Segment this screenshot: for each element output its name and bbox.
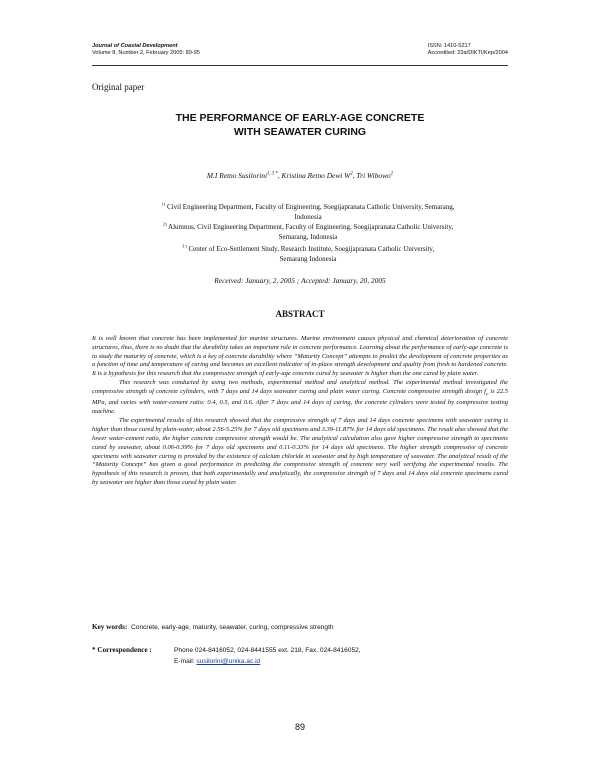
abstract-heading: ABSTRACT (275, 309, 325, 319)
affiliation-1 (118, 202, 498, 222)
paper-type-label: Original paper (92, 82, 145, 92)
title-line-1: THE PERFORMANCE OF EARLY-AGE CONCRETE (175, 112, 425, 124)
journal-header (92, 43, 200, 57)
keywords: Key words: Concrete, early-age, maturity, seawater, curing, compressive strength (92, 623, 334, 631)
author-3: Tri Wibowo (356, 171, 391, 180)
author-list (92, 171, 508, 180)
author-2: Kristina Retno Dewi W (281, 171, 351, 180)
issn: ISSN: 1410-5217 (427, 43, 471, 49)
keywords-text: Concrete, early-age, maturity, seawater, curing, compressive strength (131, 624, 334, 631)
author-1: M.I Retno Susilorini (206, 171, 268, 180)
author-separator: , (352, 171, 357, 180)
abstract-paragraph-1: It is well known that concrete has been implemented for marine structures. Marine environment causes physical and chemical deterioration of concrete structures, thus, there is no doubt that the durability takes an important role in concrete performance. Learning about the performance of early-age concrete is to study the maturity of concrete, which is a key of concrete durability where “Maturity Concept” attempts to predict the development of concrete properties as a function of time and temperature of curing and becomes an excellent indicator of in-place strength development and quality from fresh to hardened concrete. It is a hypothesis for this research that the compressive strength of early-age concrete cured by seawater is higher than the one cured by plain water. (92, 335, 508, 378)
abstract-body (92, 335, 508, 488)
keywords-label: Key words (92, 623, 125, 631)
page-number: 89 (294, 722, 305, 732)
author-3-affil: 2 (390, 171, 394, 177)
received-accepted-dates: Received: January, 2, 2005 ; Accepted: January, 20, 2005 (214, 276, 386, 285)
header-divider (92, 65, 508, 66)
affiliation-number: 3 ) (181, 243, 187, 249)
abstract-text: This research was conducted by using two methods, experimental method and analytical method. The experimental method investigated the compressive strength of concrete cylinders, with 7 days and 14 days seawater curing and plain water curing. Concrete compressive strength design f (92, 379, 508, 396)
abstract-paragraph-3: The experimental results of this research showed that the compressive strength of 7 days and 14 days concrete specimens with seawater curing is higher than those cured by plain-water, about 2.56-5.25% for 7 days old specimens and 3.39-11.87% for 14 days old specimens. The result also showed that the lower water-cement ratio, the higher concrete compressive strength would be. The analytical calculation also gave higher compressive strength to specimens cured by seawater, about 0.06-0.39% for 7 days old specimens and 0.11-0.33% for 14 days old specimens. The higher strength compressive of concrete specimens with seawater curing is provided by the existence of calcium chloride in seawater and by high temperature of seawater. The analytical result of the “Maturity Concept” has given a good performance in predicting the compressive strength of concrete very well verifying the experimental results. The hypothesis of this research is proven, that both experimentally and analytically, the compressive strength of 7 days and 14 days old concrete specimens cured by seawater are higher than those cured by plain water. (92, 417, 508, 487)
subscript-c: c (485, 391, 489, 398)
accreditation: Accredited: 23a/DIKTI/Kep/2004 (427, 50, 508, 56)
author-separator: , (277, 171, 282, 180)
title-line-2: WITH SEAWATER CURING (233, 126, 367, 138)
email-label: E-mail: (174, 658, 197, 665)
journal-volume: Volume 8, Number 2, February 2005: 89-95 (92, 50, 200, 56)
correspondence-label: * Correspondence : (92, 646, 152, 654)
affiliation-number: 2) (162, 221, 167, 227)
affiliation-text: Semarang Indonesia (279, 255, 337, 263)
paper-title (92, 111, 508, 139)
phone-fax: Phone 024-8416052, 024-8441555 ext. 218, Fax. 024-8416052, (174, 647, 361, 654)
affiliation-2 (118, 222, 498, 242)
correspondence-label-text: * Correspondence (92, 646, 148, 654)
affiliation-text: Center of Eco-Settlement Study, Research Institute, Soegijapranata Catholic University, (188, 245, 435, 253)
author-1-affil: 1, 3 * (267, 171, 278, 177)
affiliation-text: Civil Engineering Department, Faculty of Engineering, Soegijapranata Catholic University, Semarang, (167, 203, 455, 211)
issn-header (428, 43, 508, 57)
affiliation-text: Indonesia (294, 213, 322, 221)
journal-name: Journal of Coastal Development (92, 43, 178, 49)
affiliation-text: Semarang, Indonesia (278, 233, 338, 241)
abstract-paragraph-2 (92, 379, 508, 416)
affiliation-number: 1) (161, 201, 166, 207)
email-link[interactable]: susilorini@unika.ac.id (196, 658, 261, 665)
correspondence-details (174, 645, 474, 667)
abstract-text: is 22.5 MPa, and varies with water-cement ratio: 0.4, 0.5, and 0.6. After 7 days and 14 days of curing, the concrete cylinders were tested by compressive testing machine. (92, 388, 508, 416)
author-2-affil: 2 (350, 171, 353, 177)
affiliation-text: Alumnus, Civil Engineering Department, Faculty of Engineering, Soegijapranata Catholic University, (168, 223, 454, 231)
affiliation-3 (118, 244, 498, 264)
